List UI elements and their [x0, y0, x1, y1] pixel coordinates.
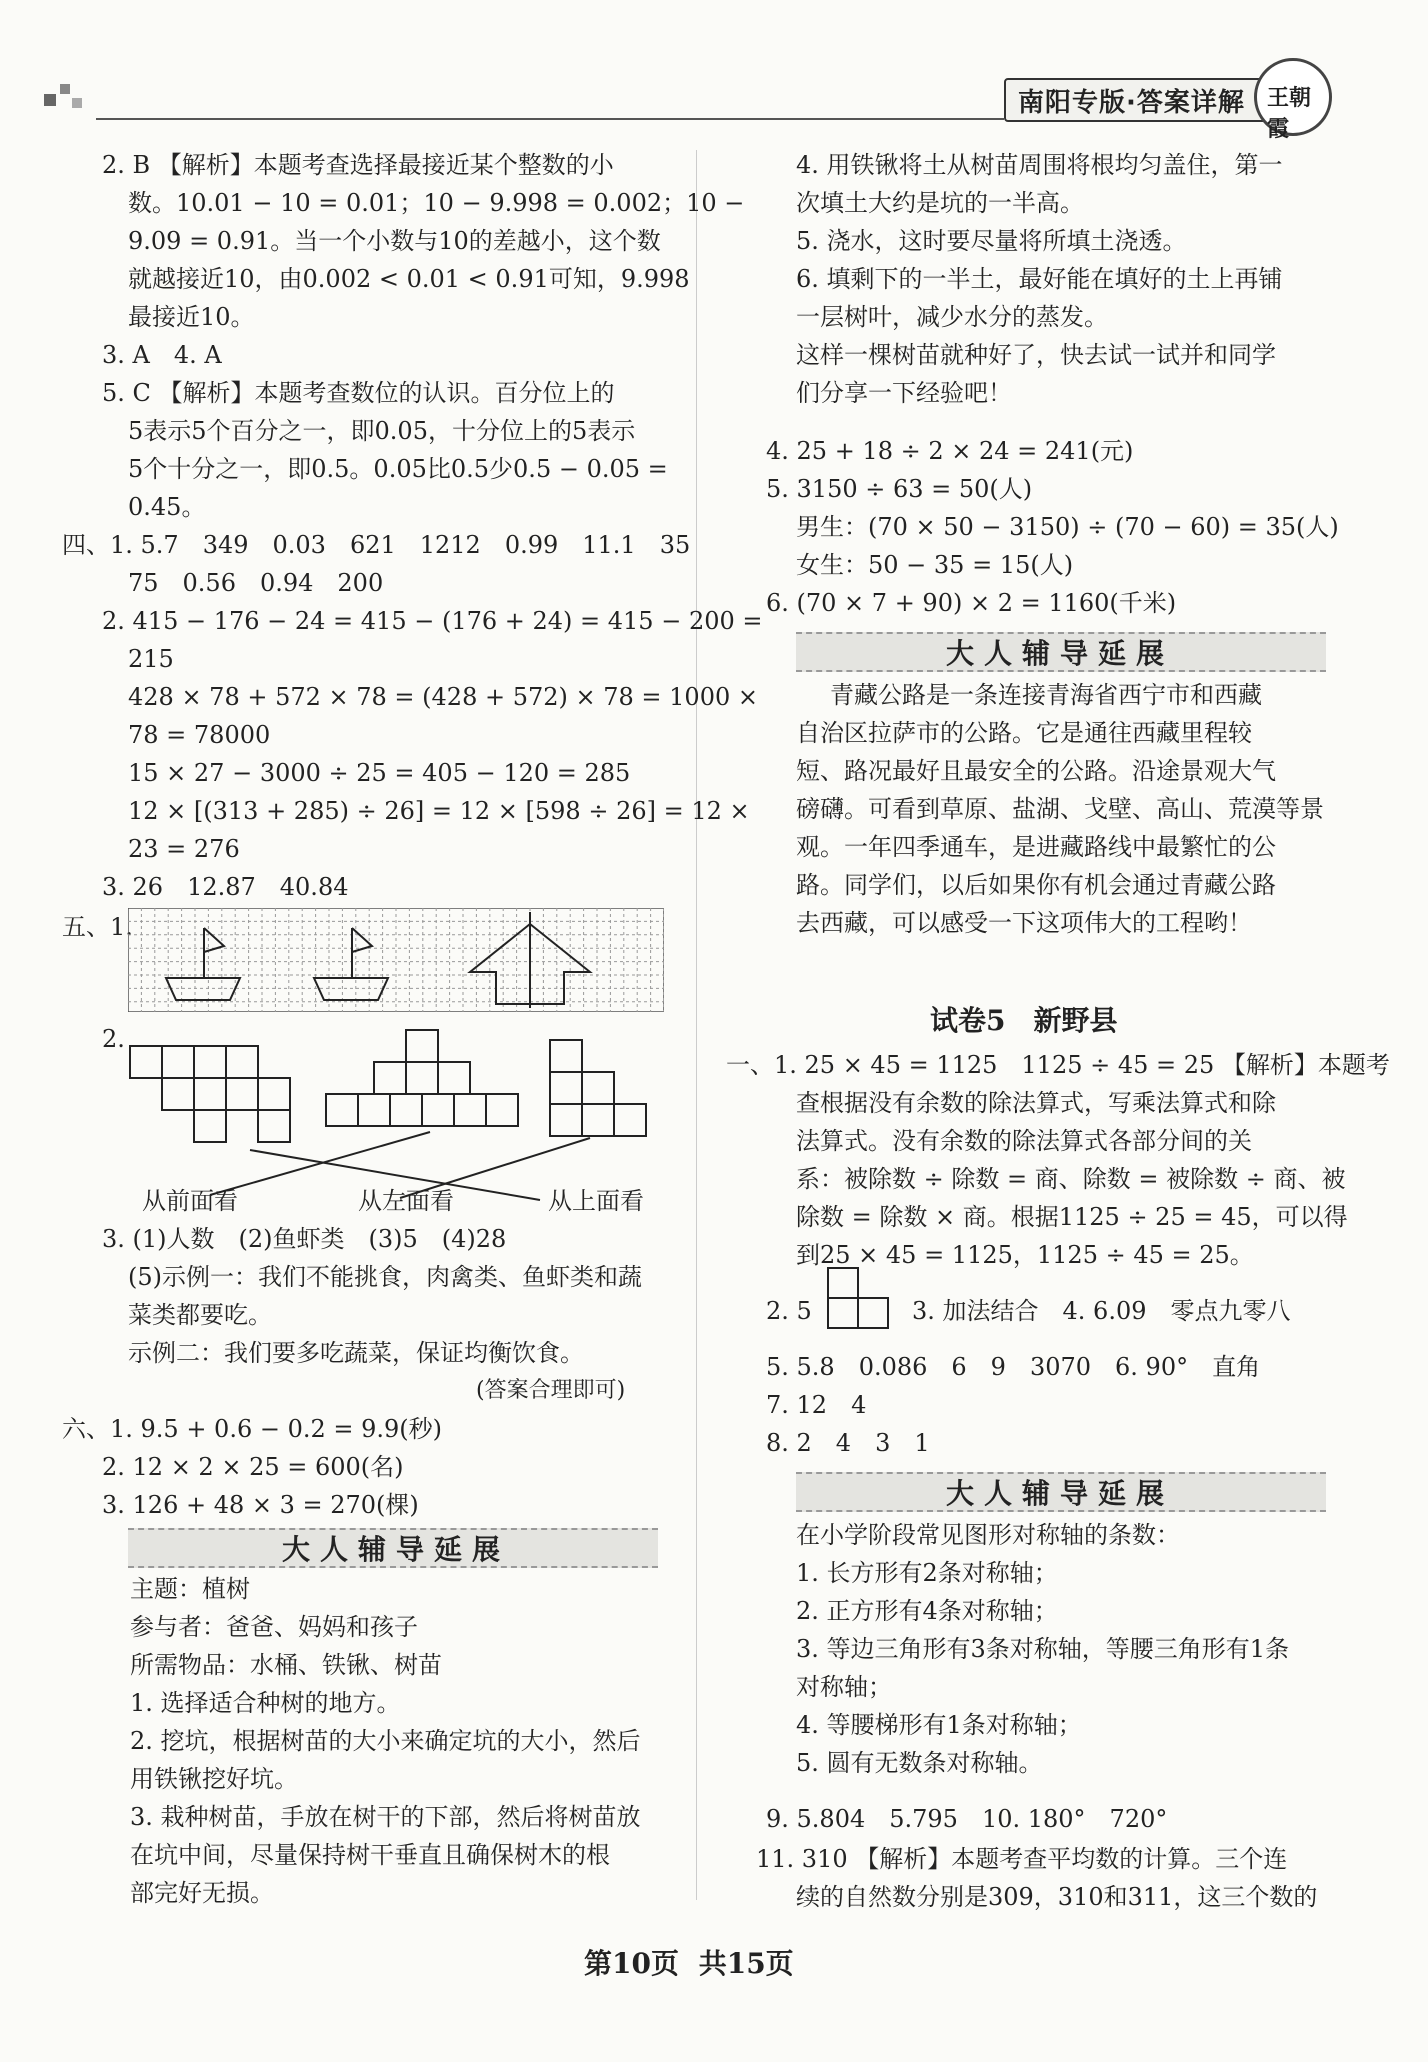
- text-line: 4. 等腰梯形有1条对称轴；: [796, 1711, 1082, 1739]
- text-line: 1. 选择适合种树的地方。: [130, 1689, 401, 1717]
- boat-shape-2: [314, 928, 388, 1000]
- text-line: 到25 × 45 = 1125，1125 ÷ 45 = 25。: [796, 1241, 1254, 1269]
- text-line: 5表示5个百分之一，即0.05，十分位上的5表示: [128, 417, 636, 445]
- section-title: 试卷5 新野县: [930, 1004, 1118, 1037]
- text-line: 3. 等边三角形有3条对称轴，等腰三角形有1条: [796, 1635, 1290, 1663]
- text-line: 一层树叶，减少水分的蒸发。: [796, 303, 1108, 331]
- text-line: 3. 加法结合 4. 6.09 零点九零八: [912, 1297, 1291, 1325]
- text-line: 部完好无损。: [130, 1879, 274, 1907]
- text-line: 最接近10。: [128, 303, 255, 331]
- view-label-top: 从上面看: [548, 1187, 644, 1215]
- text-line: 3. 126 + 48 × 3 = 270(棵): [102, 1491, 419, 1519]
- text-line: 0.45。: [128, 493, 206, 521]
- text-line: 路。同学们，以后如果你有机会通过青藏公路: [796, 871, 1276, 899]
- text-line: 除数 = 除数 × 商。根据1125 ÷ 25 = 45，可以得: [796, 1203, 1348, 1231]
- text-line: 们分享一下经验吧！: [796, 379, 1012, 407]
- text-line: 男生：(70 × 50 − 3150) ÷ (70 − 60) = 35(人): [796, 513, 1339, 541]
- text-line: 215: [128, 645, 174, 673]
- text-line: 5. C 【解析】本题考查数位的认识。百分位上的: [102, 379, 615, 407]
- text-line: 对称轴；: [796, 1673, 892, 1701]
- text-line: 3. (1)人数 (2)鱼虾类 (3)5 (4)28: [102, 1225, 507, 1253]
- text-line: 系：被除数 ÷ 除数 = 商、除数 = 被除数 ÷ 商、被: [796, 1165, 1346, 1193]
- net-shape-3: [550, 1040, 646, 1136]
- text-line: 女生：50 − 35 = 15(人): [796, 551, 1074, 579]
- extension-title: 大人辅导延展: [946, 637, 1175, 670]
- text-line: 9. 5.804 5.795 10. 180° 720°: [766, 1805, 1168, 1833]
- text-line: 78 = 78000: [128, 721, 271, 749]
- text-line: 7. 12 4: [766, 1391, 867, 1419]
- text-line: 2. B 【解析】本题考查选择最接近某个整数的小: [102, 151, 614, 179]
- text-line: 11. 310 【解析】本题考查平均数的计算。三个连: [756, 1845, 1288, 1873]
- text-line: 所需物品：水桶、铁锹、树苗: [130, 1651, 442, 1679]
- header-rule: [96, 118, 1004, 120]
- text-line: (5)示例一：我们不能挑食，肉禽类、鱼虾类和蔬: [128, 1263, 642, 1291]
- view-label-front: 从前面看: [142, 1187, 238, 1215]
- text-line: 5个十分之一，即0.5。0.05比0.5少0.5 − 0.05 =: [128, 455, 668, 483]
- grid-lines: [128, 908, 664, 1012]
- page-number: 第10页: [584, 1947, 679, 1980]
- text-line: 6. (70 × 7 + 90) × 2 = 1160(千米): [766, 589, 1177, 617]
- text-line: 3. 栽种树苗，手放在树干的下部，然后将树苗放: [130, 1803, 641, 1831]
- net-shape-1: [130, 1046, 290, 1142]
- text-line: 查根据没有余数的除法算式，写乘法算式和除: [796, 1089, 1276, 1117]
- text-line: 12 × [(313 + 285) ÷ 26] = 12 × [598 ÷ 26] = 12 ×: [128, 797, 750, 825]
- dashed-grid: [128, 908, 664, 1012]
- text-line: 示例二：我们要多吃蔬菜，保证均衡饮食。: [128, 1339, 584, 1367]
- text-line: 六、1. 9.5 + 0.6 − 0.2 = 9.9(秒): [62, 1415, 443, 1443]
- logo-text: 王朝霞: [1267, 85, 1312, 142]
- symmetry-grid-figure: [128, 908, 664, 1012]
- text-line: 2.: [102, 1025, 125, 1053]
- text-line: 1. 长方形有2条对称轴；: [796, 1559, 1058, 1587]
- corner-decoration: [44, 80, 84, 110]
- text-line: 在小学阶段常见图形对称轴的条数：: [796, 1521, 1180, 1549]
- text-line: 3. A 4. A: [102, 341, 222, 369]
- text-line: 菜类都要吃。: [128, 1301, 272, 1329]
- net-shape-2: [326, 1030, 518, 1126]
- text-line: 就越接近10，由0.002 < 0.01 < 0.91可知，9.998: [128, 265, 690, 293]
- text-line: 四、1. 5.7 349 0.03 621 1212 0.99 11.1 35: [62, 531, 691, 559]
- view-label-left: 从左面看: [358, 1187, 454, 1215]
- brand-logo: [1254, 58, 1332, 142]
- text-line: 4. 用铁锹将土从树苗周围将根均匀盖住，第一: [796, 151, 1283, 179]
- text-line: 参与者：爸爸、妈妈和孩子: [130, 1613, 418, 1641]
- text-line: 法算式。没有余数的除法算式各部分间的关: [796, 1127, 1252, 1155]
- text-line: 428 × 78 + 572 × 78 = (428 + 572) × 78 = 1000 ×: [128, 683, 758, 711]
- text-line: 9.09 = 0.91。当一个小数与10的差越小，这个数: [128, 227, 661, 255]
- text-line: 自治区拉萨市的公路。它是通往西藏里程较: [796, 719, 1252, 747]
- text-line: 5. 5.8 0.086 6 9 3070 6. 90° 直角: [766, 1353, 1261, 1381]
- header-title: 南阳专版·答案详解: [1018, 88, 1245, 118]
- page-total: 共15页: [698, 1947, 794, 1980]
- text-line: 观。一年四季通车，是进藏路线中最繁忙的公: [796, 833, 1276, 861]
- text-line: 15 × 27 − 3000 ÷ 25 = 405 − 120 = 285: [128, 759, 631, 787]
- page-footer: [584, 1942, 794, 1982]
- text-line: 五、1.: [62, 913, 133, 941]
- text-line: 2. 挖坑，根据树苗的大小来确定坑的大小，然后: [130, 1727, 641, 1755]
- extension-title: 大人辅导延展: [282, 1533, 511, 1566]
- text-line: 青藏公路是一条连接青海省西宁市和西藏: [830, 681, 1262, 709]
- text-line: 磅礴。可看到草原、盐湖、戈壁、高山、荒漠等景: [796, 795, 1324, 823]
- text-line: 去西藏，可以感受一下这项伟大的工程哟！: [796, 909, 1252, 937]
- extension-title: 大人辅导延展: [946, 1477, 1175, 1510]
- text-line: 一、1. 25 × 45 = 1125 1125 ÷ 45 = 25 【解析】本题考: [726, 1051, 1390, 1079]
- text-line: 3. 26 12.87 40.84: [102, 873, 349, 901]
- text-line: 2. 正方形有4条对称轴；: [796, 1597, 1058, 1625]
- text-line: 5. 圆有无数条对称轴。: [796, 1749, 1043, 1777]
- text-line: 数。10.01 − 10 = 0.01；10 − 9.998 = 0.002；10 −: [128, 189, 745, 217]
- text-line: 这样一棵树苗就种好了，快去试一试并和同学: [796, 341, 1276, 369]
- text-line: 4. 25 + 18 ÷ 2 × 24 = 241(元): [766, 437, 1134, 465]
- text-line: 2. 12 × 2 × 25 = 600(名): [102, 1453, 404, 1481]
- text-line: 2. 5: [766, 1297, 812, 1325]
- text-line: 短、路况最好且最安全的公路。沿途景观大气: [796, 757, 1276, 785]
- text-line: 在坑中间，尽量保持树干垂直且确保树木的根: [130, 1841, 610, 1869]
- text-line: 续的自然数分别是309，310和311，这三个数的: [796, 1883, 1318, 1911]
- text-line: 23 = 276: [128, 835, 240, 863]
- text-line: 次填土大约是坑的一半高。: [796, 189, 1084, 217]
- text-line: (答案合理即可): [476, 1378, 626, 1403]
- text-line: 8. 2 4 3 1: [766, 1429, 930, 1457]
- arrow-house-shape: [470, 912, 590, 1008]
- text-line: 5. 浇水，这时要尽量将所填土浇透。: [796, 227, 1187, 255]
- text-line: 6. 填剩下的一半土，最好能在填好的土上再铺: [796, 265, 1283, 293]
- text-line: 用铁锹挖好坑。: [130, 1765, 298, 1793]
- text-line: 5. 3150 ÷ 63 = 50(人): [766, 475, 1033, 503]
- text-line: 2. 415 − 176 − 24 = 415 − (176 + 24) = 415 − 200 =: [102, 607, 763, 635]
- text-line: 主题：植树: [130, 1575, 250, 1603]
- column-divider: [696, 150, 697, 1900]
- text-line: 75 0.56 0.94 200: [128, 569, 384, 597]
- cube-net-figure: [826, 1266, 890, 1332]
- boat-shape-1: [166, 928, 240, 1000]
